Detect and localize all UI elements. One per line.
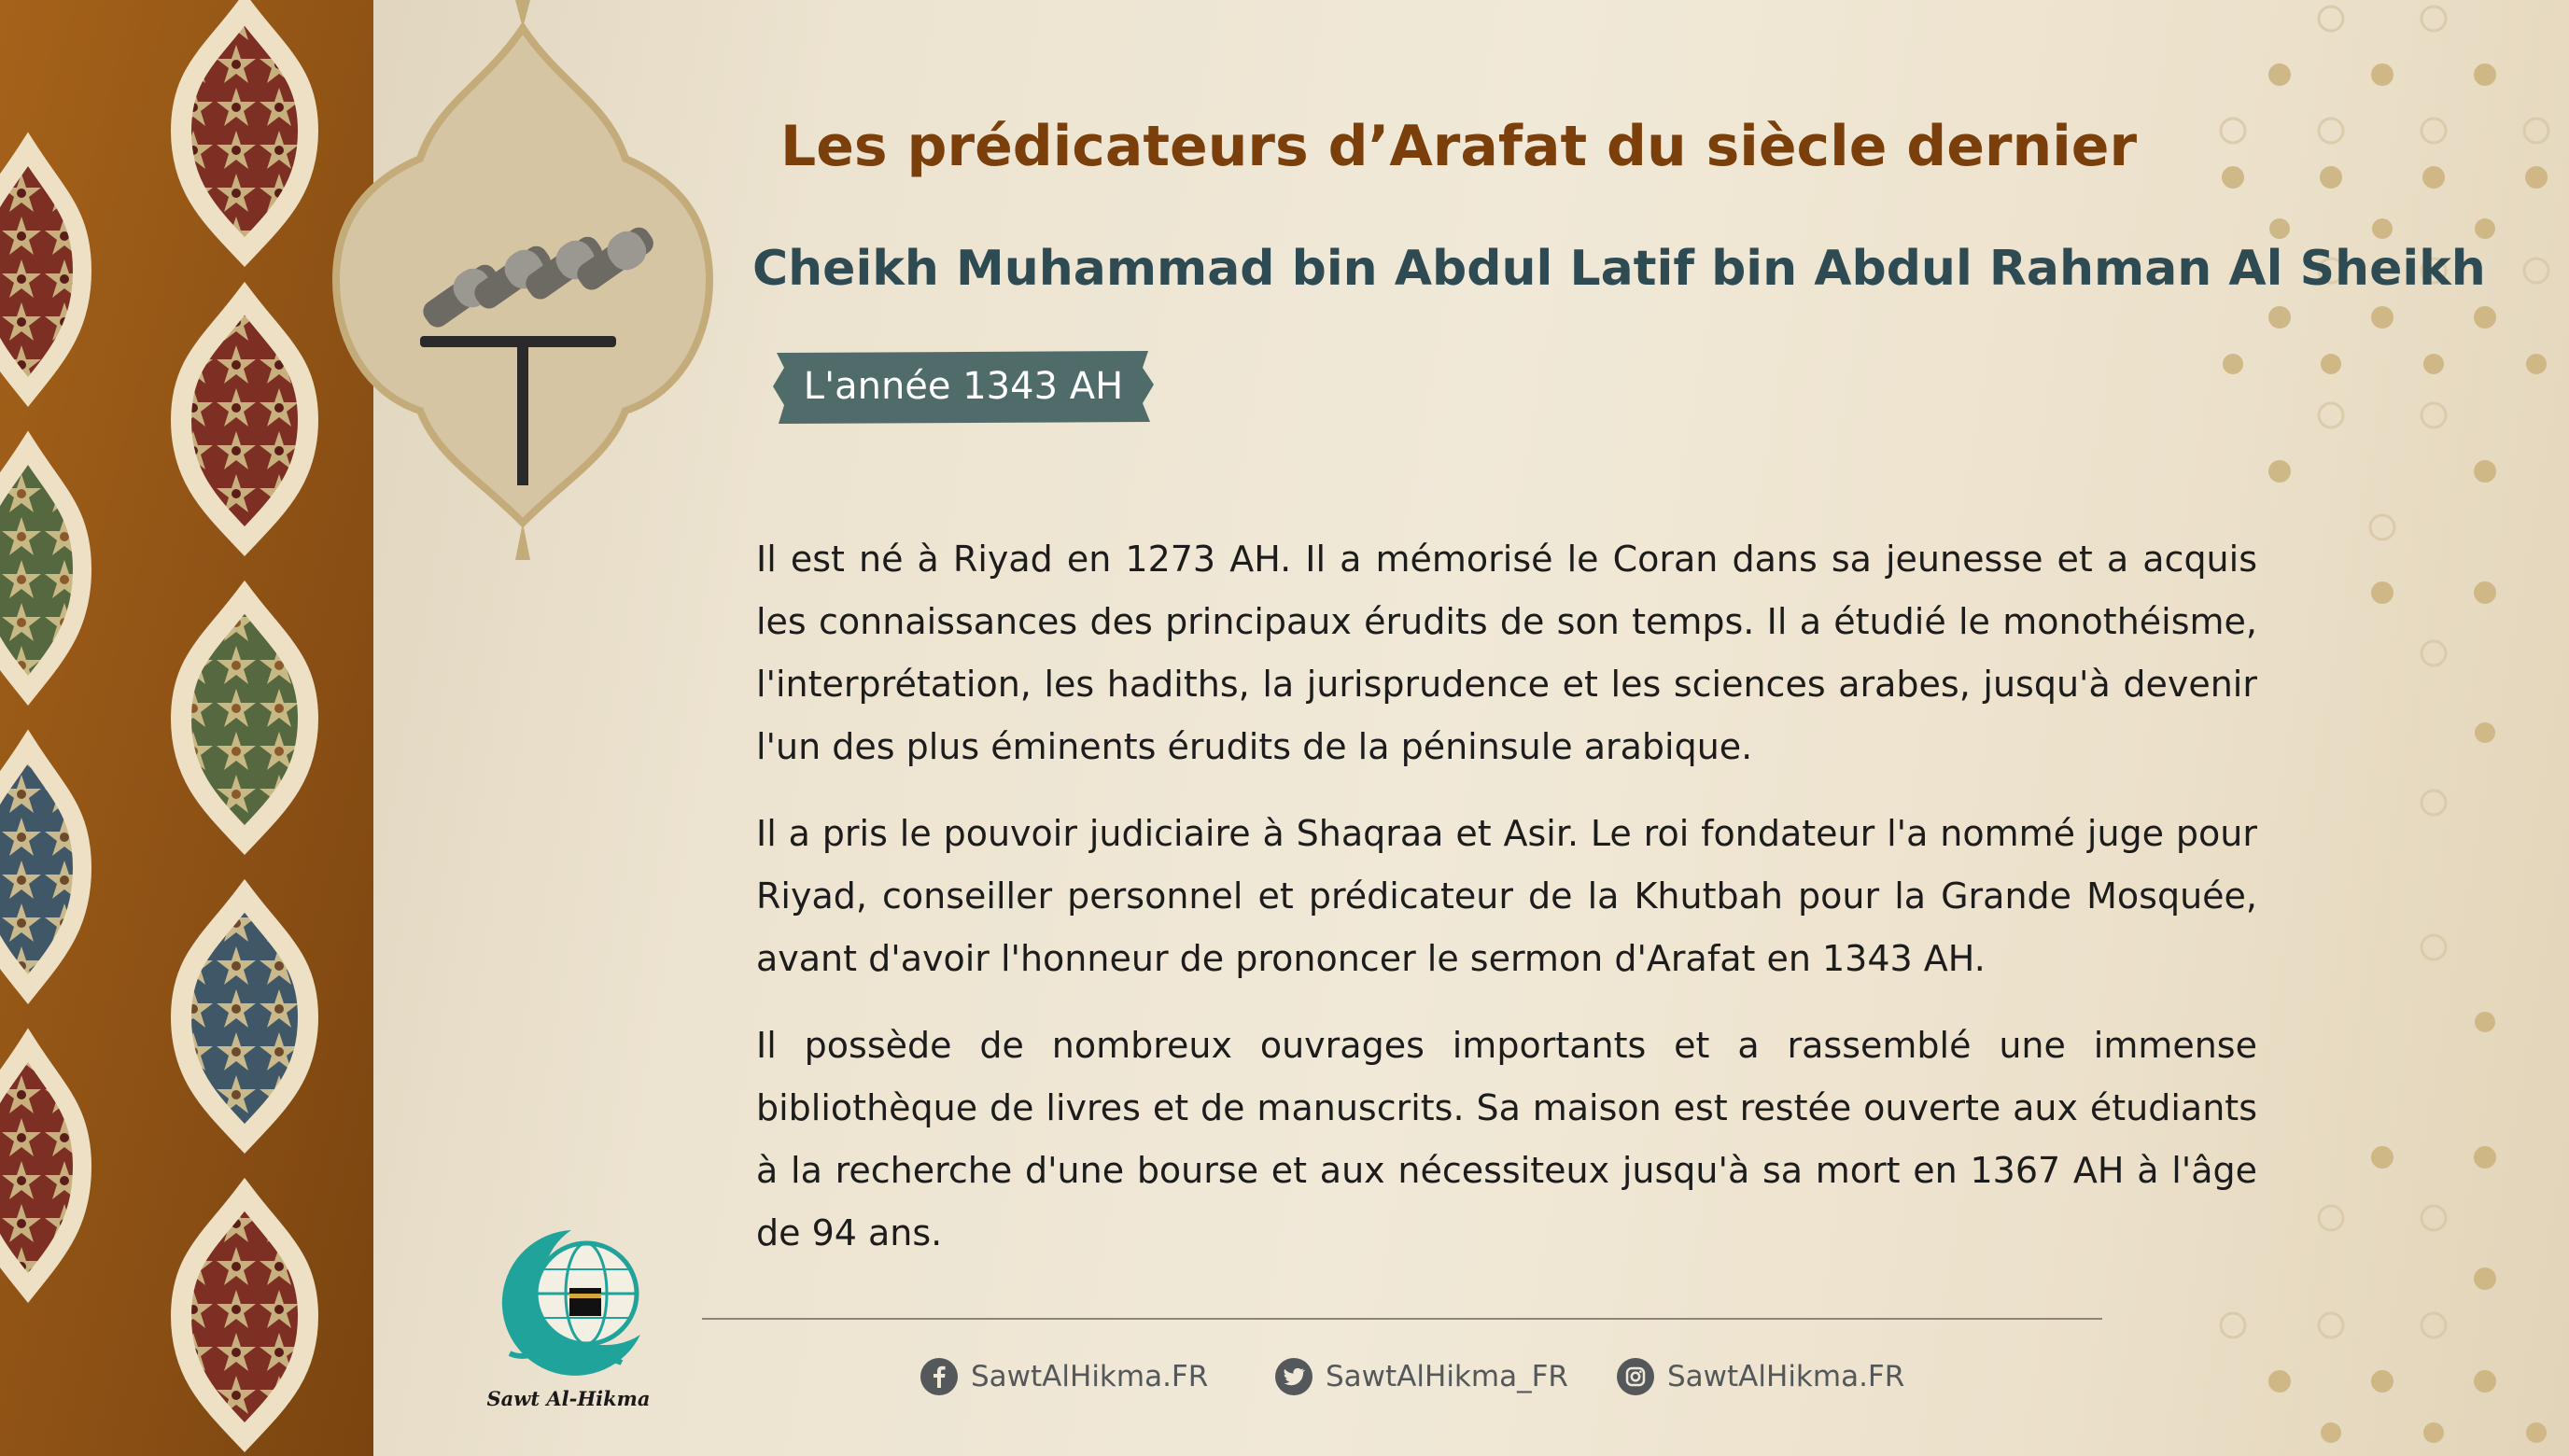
biography-text [756,528,2257,1289]
page-title: Les prédicateurs d’Arafat du siècle dernier [780,114,2138,179]
instagram-handle: SawtAlHikma.FR [1667,1360,1905,1393]
twitter-link[interactable] [1275,1353,1568,1400]
microphone-frame [317,0,728,597]
paragraph-1: Il est né à Riyad en 1273 AH. Il a mémorisé le Coran dans sa jeunesse et a acquis les connaissances des principaux érudits de son temps. Il a étudié le monothéisme, l'interprétation, les hadiths, la jurisprudence et les sciences arabes, jusqu'à devenir l'un des plus éminents érudits de la péninsule arabique. [756,539,2257,767]
sawt-al-hikma-logo [482,1223,655,1419]
footer-divider [702,1318,2102,1320]
year-badge [771,347,1156,426]
instagram-icon [1617,1358,1654,1395]
facebook-handle: SawtAlHikma.FR [971,1360,1209,1393]
facebook-icon [920,1358,958,1395]
logo-text: Sawt Al-Hikma [486,1387,651,1410]
instagram-link[interactable] [1617,1353,1904,1400]
paragraph-2: Il a pris le pouvoir judiciaire à Shaqraa et Asir. Le roi fondateur l'a nommé juge pour Riyad, conseiller personnel et prédicateur de la Khutbah pour la Grande Mosquée, avant d'avoir l'honneur de prononcer le sermon d'Arafat en 1343 AH. [756,813,2257,979]
right-star-pattern [2214,0,2569,1456]
twitter-handle: SawtAlHikma_FR [1326,1360,1568,1393]
logo-emblem-icon [482,1223,655,1387]
paragraph-3: Il possède de nombreux ouvrages importants et a rassemblé une immense bibliothèque de livres et de manuscrits. Sa maison est restée ouverte aux étudiants à la recherche d'une bourse et aux nécessiteux jusqu'à sa mort en 1367 AH à l'âge de 94 ans. [756,1025,2257,1253]
preacher-name: Cheikh Muhammad bin Abdul Latif bin Abdul Rahman Al Sheikh [752,241,2486,297]
facebook-link[interactable] [920,1353,1208,1400]
year-label: L'année 1343 AH [803,365,1124,408]
twitter-icon [1275,1358,1313,1395]
